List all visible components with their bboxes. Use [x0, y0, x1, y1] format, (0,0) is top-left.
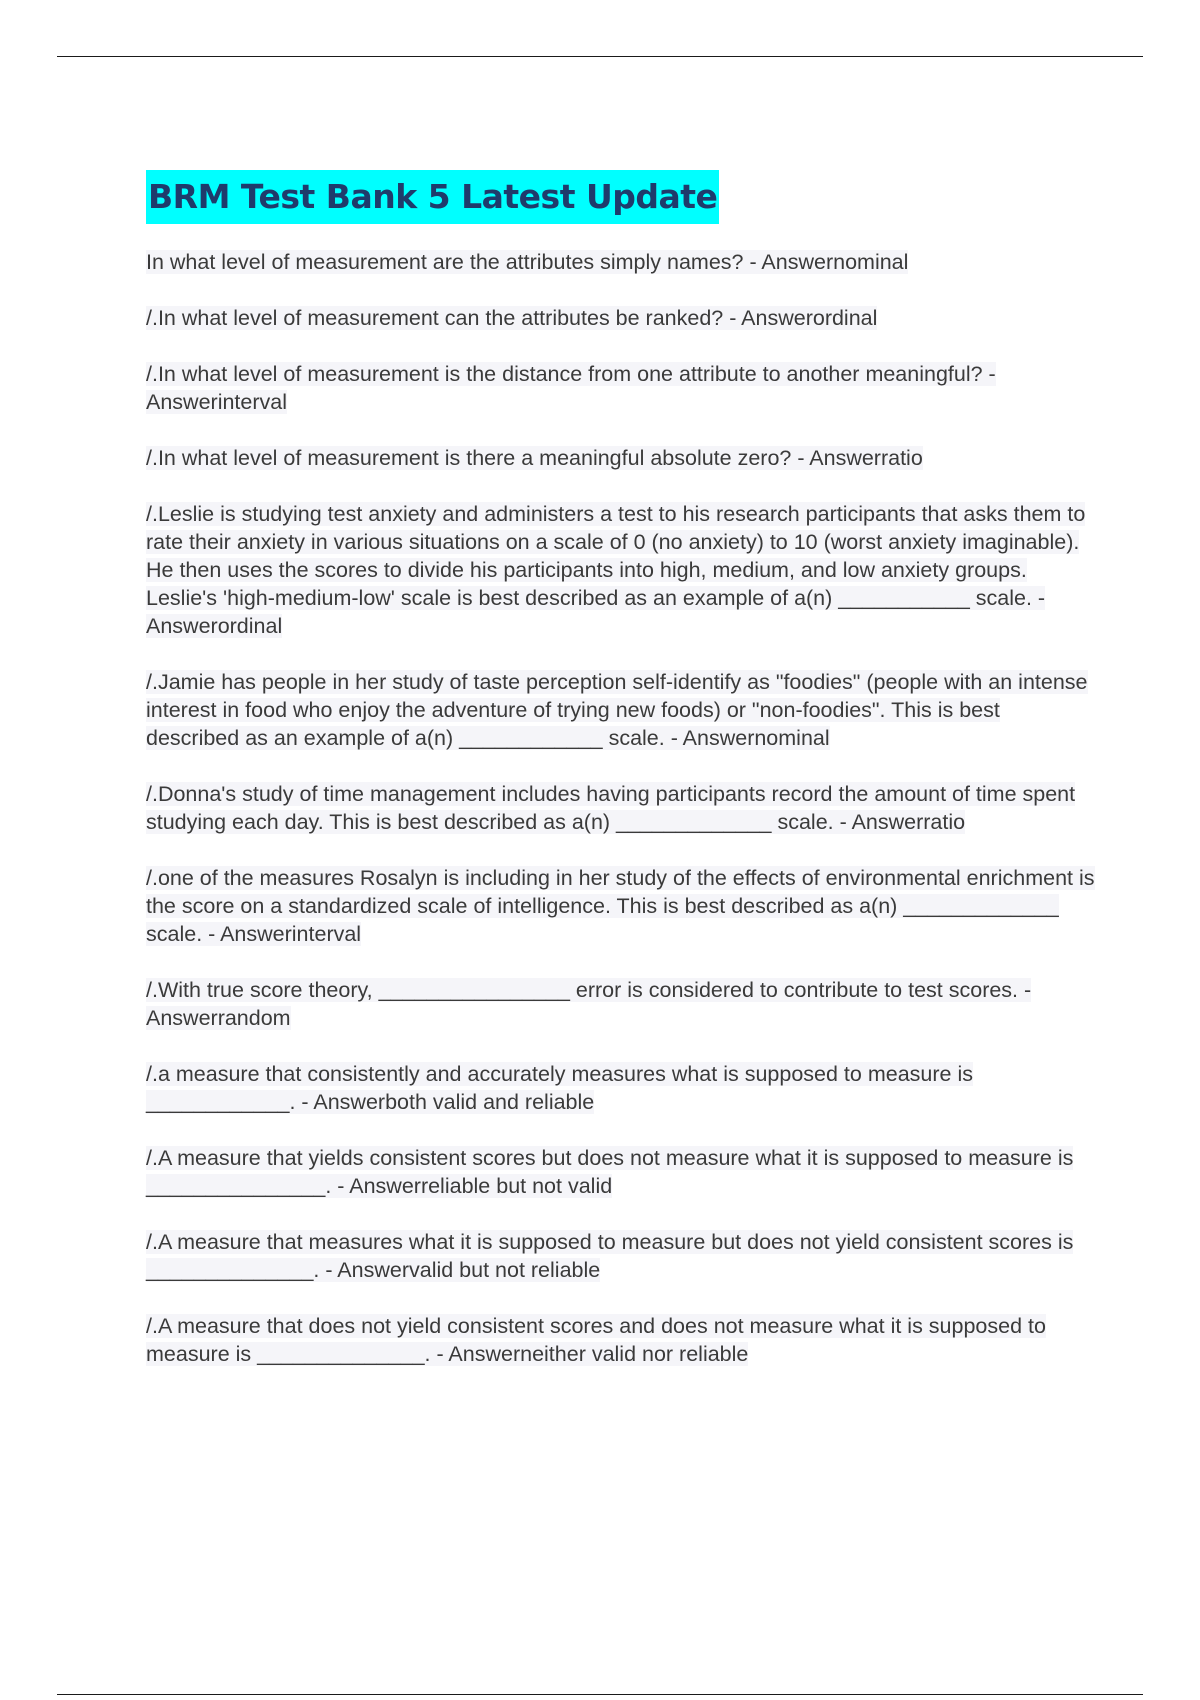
footer-rule: [57, 1694, 1143, 1695]
question-item: [146, 360, 1096, 416]
question-item: [146, 500, 1096, 640]
question-text: /.Leslie is studying test anxiety and administers a test to his research participants that asks them to rate their anxiety in various situations on a scale of 0 (no anxiety) to 10 (worst anxiety imaginable). He then uses the scores to divide his participants into high, medium, and low anxiety groups. Leslie's 'high-medium-low' scale is best described as an example of a(n) ___________ scale. - Answerordinal: [146, 502, 1086, 638]
question-item: [146, 1228, 1096, 1284]
question-item: [146, 304, 1096, 332]
question-item: [146, 248, 1096, 276]
question-text: /.A measure that yields consistent scores but does not measure what it is supposed to measure is _______________. - Answerreliable but not valid: [146, 1146, 1074, 1198]
question-item: [146, 780, 1096, 836]
header-rule: [57, 56, 1143, 57]
question-text: /.one of the measures Rosalyn is including in her study of the effects of environmental enrichment is the score on a standardized scale of intelligence. This is best described as a(n) _____________ scale. - Answerinterval: [146, 866, 1095, 946]
question-text: In what level of measurement are the attributes simply names? - Answernominal: [146, 250, 909, 274]
question-text: /.a measure that consistently and accurately measures what is supposed to measure is ____________. - Answerboth valid and reliable: [146, 1062, 973, 1114]
question-text: /.In what level of measurement is the distance from one attribute to another meaningful? - Answerinterval: [146, 362, 996, 414]
question-item: [146, 976, 1096, 1032]
question-item: [146, 1144, 1096, 1200]
question-item: [146, 444, 1096, 472]
question-text: /.A measure that does not yield consistent scores and does not measure what it is supposed to measure is ______________. - Answerneither valid nor reliable: [146, 1314, 1046, 1366]
question-text: /.Donna's study of time management includes having participants record the amount of time spent studying each day. This is best described as a(n) _____________ scale. - Answerratio: [146, 782, 1076, 834]
question-list: [146, 248, 1096, 1368]
question-item: [146, 668, 1096, 752]
document-body: [146, 170, 1096, 1396]
question-text: /.A measure that measures what it is supposed to measure but does not yield consistent scores is ______________. - Answervalid but not reliable: [146, 1230, 1074, 1282]
question-item: [146, 1312, 1096, 1368]
question-item: [146, 1060, 1096, 1116]
question-item: [146, 864, 1096, 948]
question-text: /.In what level of measurement is there a meaningful absolute zero? - Answerratio: [146, 446, 923, 470]
question-text: /.In what level of measurement can the attributes be ranked? - Answerordinal: [146, 306, 878, 330]
question-text: /.With true score theory, ________________ error is considered to contribute to test scores. - Answerrandom: [146, 978, 1032, 1030]
document-title: BRM Test Bank 5 Latest Update: [146, 170, 719, 224]
question-text: /.Jamie has people in her study of taste perception self-identify as "foodies" (people with an intense interest in food who enjoy the adventure of trying new foods) or "non-foodies". This is best described as an example of a(n) ____________ scale. - Answernominal: [146, 670, 1088, 750]
